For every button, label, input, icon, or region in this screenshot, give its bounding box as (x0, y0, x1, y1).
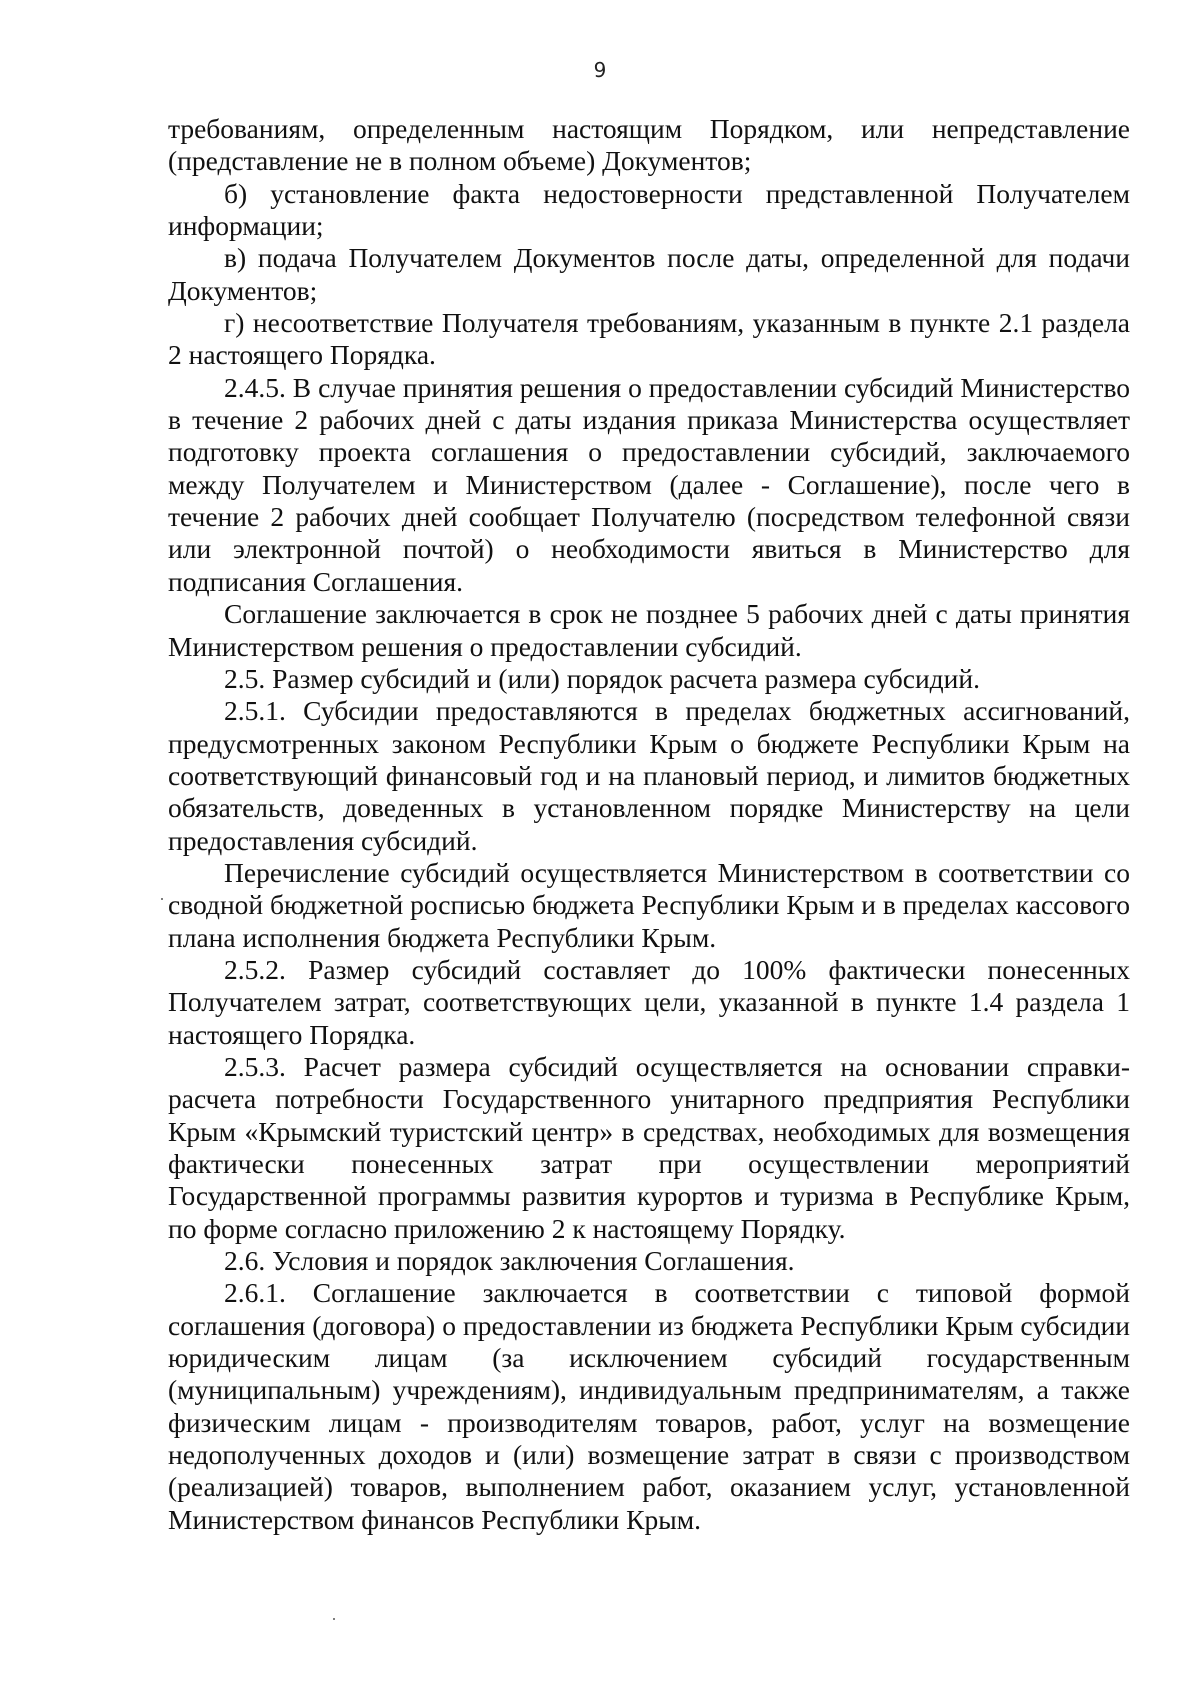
paragraph-2-5-3: 2.5.3. Расчет размера субсидий осуществляется на основании справки-расчета потребности Государственного унитарного предприятия Республики Крым «Крымский туристский центр» в средствах, необходимых для возмещения фактически понесенных затрат при осуществлении мероприятий Государственной программы развития курортов и туризма в Республике Крым, по форме согласно приложению 2 к настоящему Порядку. (168, 1050, 1130, 1244)
heading-2-5: 2.5. Размер субсидий и (или) порядок расчета размера субсидий. (224, 662, 980, 694)
scan-speck (333, 1618, 335, 1620)
paragraph-2-6-1: 2.6.1. Соглашение заключается в соответствии с типовой формой соглашения (договора) о предоставлении из бюджета Республики Крым субсидии юридическим лицам (за исключением субсидий государственным (муниципальным) учреждениям), индивидуальным предпринимателям, а также физическим лицам - производителям товаров, работ, услуг на возмещение недополученных доходов и (или) возмещение затрат в связи с производством (реализацией) товаров, выполнением работ, оказанием услуг, установленной Министерством финансов Республики Крым. (168, 1277, 1130, 1535)
paragraph-transfer: Перечисление субсидий осуществляется Министерством в соответствии со сводной бюджетной росписью бюджета Республики Крым и в пределах кассового плана исполнения бюджета Республики Крым. (168, 856, 1130, 953)
paragraph-2-5-1: 2.5.1. Субсидии предоставляются в пределах бюджетных ассигнований, предусмотренных законом Республики Крым о бюджете Республики Крым на соответствующий финансовый год и на плановый период, и лимитов бюджетных обязательств, доведенных в установленном порядке Министерству на цели предоставления субсидий. (168, 695, 1130, 856)
paragraph-2-5-2: 2.5.2. Размер субсидий составляет до 100% фактически понесенных Получателем затрат, соответствующих цели, указанной в пункте 1.4 раздела 1 настоящего Порядка. (168, 953, 1130, 1050)
page-number: 9 (593, 58, 607, 82)
scan-speck (161, 898, 163, 900)
paragraph-item-g: г) несоответствие Получателя требованиям, указанным в пункте 2.1 раздела 2 настоящего Порядка. (168, 307, 1130, 371)
paragraph-item-v: в) подача Получателем Документов после даты, определенной для подачи Документов; (168, 242, 1130, 306)
paragraph-2-4-5: 2.4.5. В случае принятия решения о предоставлении субсидий Министерство в течение 2 рабочих дней с даты издания приказа Министерства осуществляет подготовку проекта соглашения о предоставлении субсидий, заключаемого между Получателем и Министерством (далее - Соглашение), после чего в течение 2 рабочих дней сообщает Получателю (посредством телефонной связи или электронной почтой) о необходимости явиться в Министерство для подписания Соглашения. (168, 371, 1130, 597)
paragraph-item-b: б) установление факта недостоверности представленной Получателем информации; (168, 177, 1130, 242)
heading-2-6: 2.6. Условия и порядок заключения Соглашения. (224, 1245, 795, 1277)
paragraph-agreement-term: Соглашение заключается в срок не позднее 5 рабочих дней с даты принятия Министерством решения о предоставлении субсидий. (168, 598, 1130, 662)
document-body (168, 113, 1130, 1536)
paragraph-continuation: требованиям, определенным настоящим Порядком, или непредставление (представление не в полном объеме) Документов; (168, 113, 1130, 177)
